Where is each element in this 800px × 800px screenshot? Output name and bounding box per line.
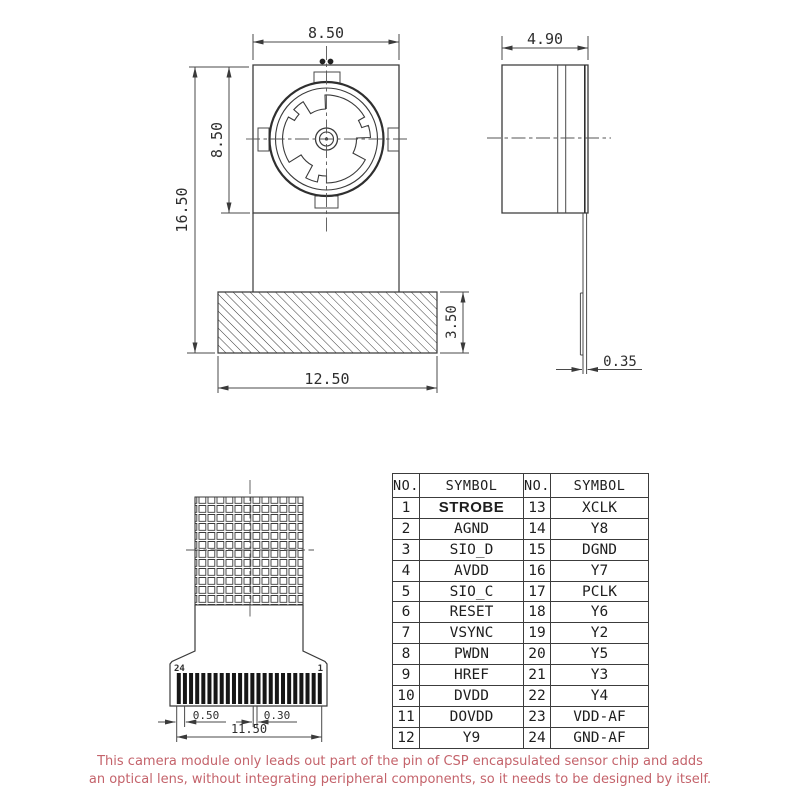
dim-label-base-width: 12.50	[304, 370, 350, 388]
dim-label-connector-width: 11.50	[230, 722, 268, 736]
pin-symbol-cell: PWDN	[420, 644, 524, 665]
pin-symbol-cell: PCLK	[551, 581, 649, 602]
pin-number-cell: 9	[393, 665, 420, 686]
pin-symbol-cell: Y5	[551, 644, 649, 665]
pin-symbol-cell: STROBE	[420, 498, 524, 519]
base-block	[218, 292, 437, 353]
pin-symbol-cell: DGND	[551, 539, 649, 560]
pin-symbol-cell: VDD-AF	[551, 706, 649, 727]
pin-number-cell: 10	[393, 686, 420, 707]
side-body	[502, 65, 588, 213]
pin-table	[392, 473, 649, 749]
solder-dot	[328, 59, 334, 65]
pin-number-cell: 18	[524, 602, 551, 623]
pin-number-cell: 16	[524, 560, 551, 581]
pin-table-row	[393, 686, 649, 707]
pin-symbol-cell: AGND	[420, 518, 524, 539]
pin-label-left: 24	[174, 664, 185, 674]
pin-number-cell: 5	[393, 581, 420, 602]
pin-number-cell: 4	[393, 560, 420, 581]
pin-symbol-cell: Y2	[551, 623, 649, 644]
pin-symbol-cell: AVDD	[420, 560, 524, 581]
pin-table-row	[393, 539, 649, 560]
pin-symbol-cell: Y6	[551, 602, 649, 623]
pin-symbol-cell: DVDD	[420, 686, 524, 707]
pin-table-row	[393, 518, 649, 539]
pin-table-body	[393, 498, 649, 749]
dim-label-pad-width: 0.30	[263, 709, 291, 722]
pin-number-cell: 2	[393, 518, 420, 539]
pin-table-row	[393, 498, 649, 519]
pin-table-row	[393, 665, 649, 686]
pin-number-cell: 13	[524, 498, 551, 519]
pin-number-cell: 1	[393, 498, 420, 519]
pin-number-cell: 12	[393, 727, 420, 748]
dim-label-pad-pitch: 0.50	[192, 709, 220, 722]
pin-table-header-row	[393, 474, 649, 498]
dim-label-depth: 4.90	[526, 30, 564, 48]
pin-table-header: SYMBOL	[551, 474, 649, 498]
pin-number-cell: 11	[393, 706, 420, 727]
pin-number-cell: 24	[524, 727, 551, 748]
pin-number-cell: 20	[524, 644, 551, 665]
fpc-pins	[177, 673, 322, 704]
solder-dot	[320, 59, 326, 65]
pin-number-cell: 23	[524, 706, 551, 727]
pin-table-header: NO.	[393, 474, 420, 498]
pin-table-row	[393, 602, 649, 623]
pin-table-row	[393, 644, 649, 665]
pin-number-cell: 7	[393, 623, 420, 644]
caption-line-2: an optical lens, without integrating peripheral components, so it needs to be designed by itself.	[88, 772, 712, 787]
sensor-grid	[195, 497, 303, 605]
pin-number-cell: 17	[524, 581, 551, 602]
pin-symbol-cell: Y4	[551, 686, 649, 707]
pin-symbol-cell: XCLK	[551, 498, 649, 519]
pin-table-row	[393, 560, 649, 581]
pin-symbol-cell: GND-AF	[551, 727, 649, 748]
dim-label-module-width: 8.50	[307, 24, 345, 42]
pin-table-row	[393, 727, 649, 748]
pin-table-row	[393, 706, 649, 727]
fpc-outline	[170, 605, 327, 706]
pin-number-cell: 3	[393, 539, 420, 560]
pin-number-cell: 8	[393, 644, 420, 665]
pin-symbol-cell: RESET	[420, 602, 524, 623]
pin-number-cell: 14	[524, 518, 551, 539]
pin-number-cell: 22	[524, 686, 551, 707]
pin-symbol-cell: SIO_C	[420, 581, 524, 602]
pin-symbol-cell: Y8	[551, 518, 649, 539]
pin-number-cell: 21	[524, 665, 551, 686]
side-view	[487, 30, 642, 374]
pin-symbol-cell: Y9	[420, 727, 524, 748]
pin-number-cell: 15	[524, 539, 551, 560]
pin-symbol-cell: VSYNC	[420, 623, 524, 644]
pin-symbol-cell: SIO_D	[420, 539, 524, 560]
pin-symbol-cell: DOVDD	[420, 706, 524, 727]
dim-label-lens-height: 8.50	[208, 121, 226, 159]
flex-view	[158, 480, 327, 742]
caption-line-1: This camera module only leads out part of the pin of CSP encapsulated sensor chip and adds	[97, 754, 703, 769]
pin-table-header: NO.	[524, 474, 551, 498]
caption	[0, 753, 800, 789]
pin-symbol-cell: HREF	[420, 665, 524, 686]
pin-number-cell: 6	[393, 602, 420, 623]
pin-symbol-cell: Y3	[551, 665, 649, 686]
front-view	[173, 24, 469, 393]
dim-label-base-height: 3.50	[444, 305, 460, 339]
pin-symbol-cell: Y7	[551, 560, 649, 581]
dim-label-fpc-thickness: 0.35	[603, 354, 637, 370]
dim-label-total-height: 16.50	[173, 187, 191, 233]
pin-label-right: 1	[317, 664, 323, 674]
pin-table-row	[393, 581, 649, 602]
pin-table-row	[393, 623, 649, 644]
pin-table-header: SYMBOL	[420, 474, 524, 498]
pin-number-cell: 19	[524, 623, 551, 644]
